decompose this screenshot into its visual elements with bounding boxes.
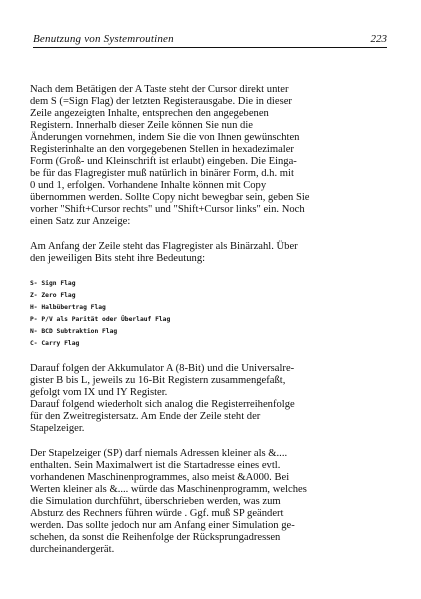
page-body [30, 84, 390, 556]
flag-item: Z- Zero Flag [30, 292, 76, 299]
flag-item: C- Carry Flag [30, 340, 80, 347]
paragraph: Am Anfang der Zeile steht das Flagregister als Binärzahl. Über den jeweiligen Bits steht ihre Bedeutung: [30, 241, 298, 264]
flag-item: P- P/V als Parität oder Überlauf Flag [30, 316, 171, 323]
flag-list [30, 278, 390, 350]
page-number: 223 [370, 33, 387, 45]
flag-item: N- BCD Subtraktion Flag [30, 328, 118, 335]
paragraph: Darauf folgen der Akkumulator A (8-Bit) und die Universalre- gister B bis L, jeweils zu 16-Bit Registern zusammengefaßt, gefolgt vom IX und IY Register. Darauf folgend wiederholt sich analog die Registerreihenfolge für den Zweitregistersatz. Am Ende der Zeile steht der Stapelzeiger. [30, 363, 295, 434]
flag-item: S- Sign Flag [30, 280, 76, 287]
paragraph: Nach dem Betätigen der A Taste steht der Cursor direkt unter dem S (=Sign Flag) der letzten Registerausgabe. Die in dieser Zeile angezeigten Inhalte, entsprechen den angegebenen Registern. Innerhalb dieser Zeile können Sie nun die Änderungen vornehmen, indem Sie die von Ihnen gewünschten Registerinhalte an den vorgegebenen Stellen in hexadezimaler Form (Groß- und Kleinschrift ist erlaubt) eingeben. Die Einga- be für das Flagregister muß natürlich in binärer Form, d.h. mit 0 und 1, erfolgen. Vorhandene Inhalte können mit Copy übernommen werden. Sollte Copy nicht bewegbar sein, geben Sie vorher "Shift+Cursor rechts" und "Shift+Cursor links" ein. Noch einen Satz zur Anzeige: [30, 84, 310, 227]
running-header [33, 33, 387, 48]
paragraph: Der Stapelzeiger (SP) darf niemals Adressen kleiner als &.... enthalten. Sein Maximalwert ist die Startadresse eines evtl. vorhandenen Maschinenprogrammes, also meist &A000. Bei Werten kleiner als &.... würde das Maschinenprogramm, welches die Simulation durchführt, überschrieben werden, was zum Absturz des Rechners führen würde . Ggf. muß SP geändert werden. Das sollte jedoch nur am Anfang einer Simulation ge- schehen, da sonst die Reihenfolge der Rücksprungadressen durcheinandergerät. [30, 448, 307, 555]
running-header-title: Benutzung von Systemroutinen [33, 33, 174, 45]
flag-item: H- Halbübertrag Flag [30, 304, 106, 311]
